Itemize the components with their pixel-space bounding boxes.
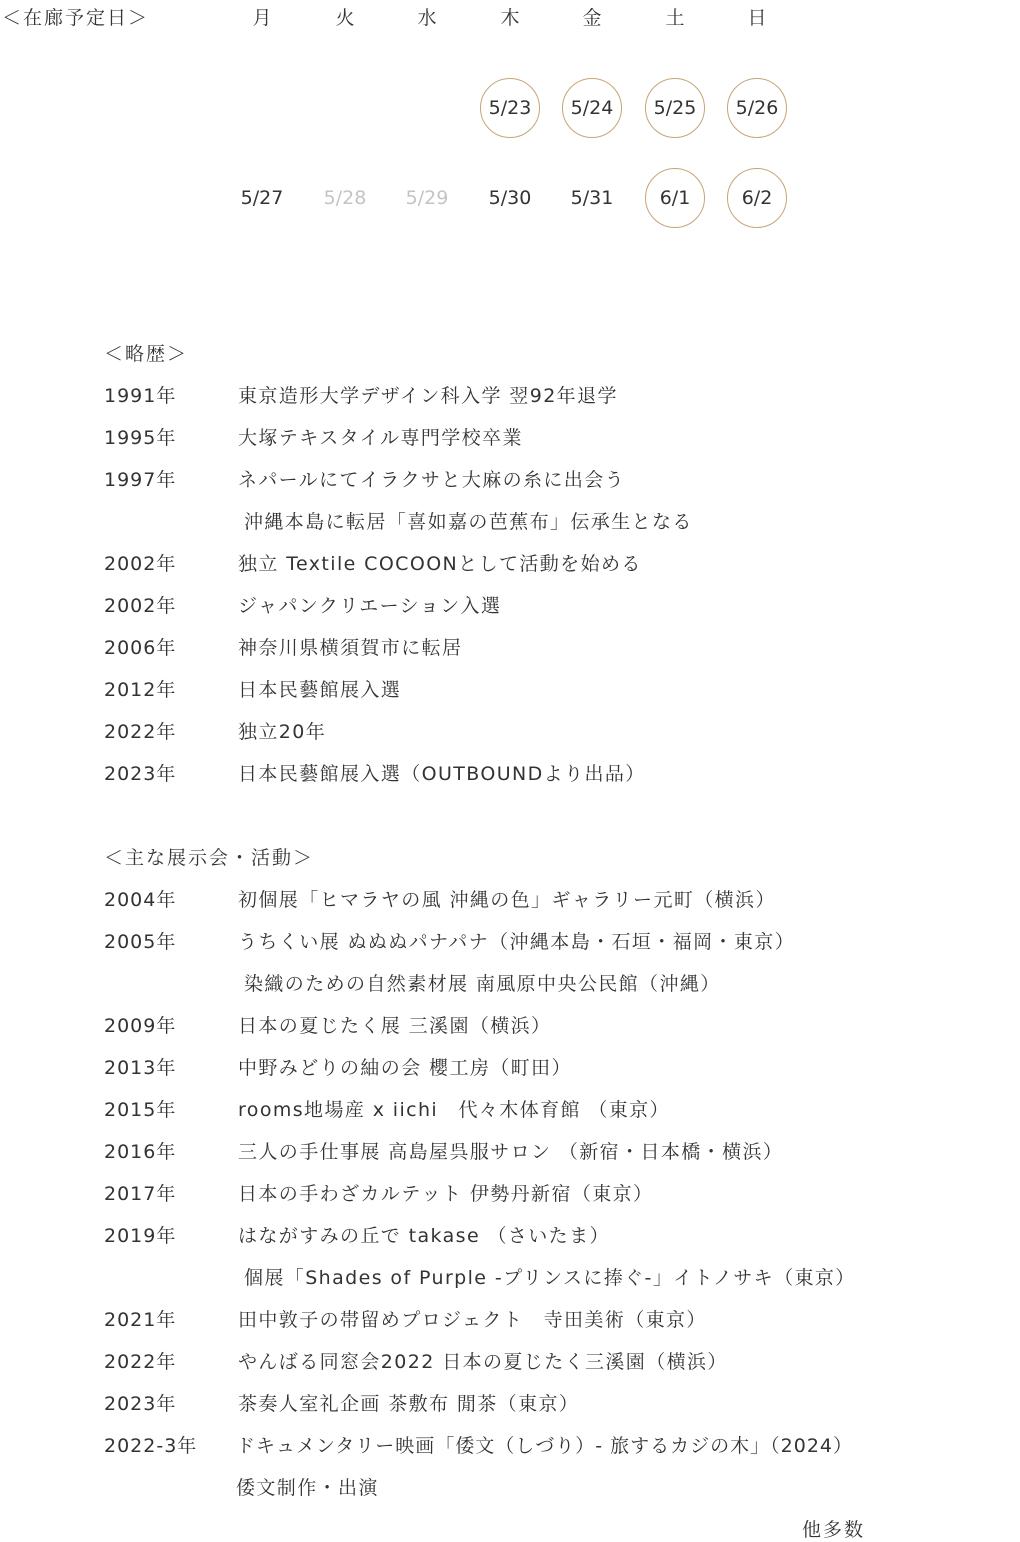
- calendar-date: 5/23: [480, 78, 540, 138]
- row-year: 2023年: [104, 1393, 177, 1415]
- row-text: 個展「Shades of Purple -プリンスに捧ぐ-」イトノサキ（東京）: [244, 1267, 856, 1289]
- calendar-date: 5/24: [562, 78, 622, 138]
- row-year: 2019年: [104, 1225, 177, 1247]
- weekday-tue: 火: [335, 7, 355, 29]
- row-year: 2009年: [104, 1015, 177, 1037]
- row-text: 三人の手仕事展 高島屋呉服サロン （新宿・日本橋・横浜）: [238, 1141, 784, 1163]
- row-text: 東京造形大学デザイン科入学 翌92年退学: [238, 385, 618, 407]
- row-text: 大塚テキスタイル専門学校卒業: [238, 427, 523, 449]
- calendar-date: 5/29: [405, 187, 449, 209]
- row-text: ドキュメンタリー映画「倭文（しづり）- 旅するカジの木」（2024）: [236, 1435, 853, 1457]
- calendar-date: 5/26: [727, 78, 787, 138]
- row-text: 中野みどりの紬の会 櫻工房（町田）: [238, 1057, 572, 1079]
- calendar-date: [232, 78, 292, 138]
- row-year: 2013年: [104, 1057, 177, 1079]
- row-text: 日本民藝館展入選: [238, 679, 402, 701]
- row-text: ジャパンクリエーション入選: [238, 595, 502, 617]
- calendar-date: 5/28: [323, 187, 367, 209]
- calendar-date: 5/25: [645, 78, 705, 138]
- row-text: 日本の夏じたく展 三溪園（横浜）: [238, 1015, 552, 1037]
- row-year: 2002年: [104, 553, 177, 575]
- row-text: 独立20年: [238, 721, 327, 743]
- calendar-date: [397, 78, 457, 138]
- weekday-sat: 土: [665, 7, 685, 29]
- calendar-date: 5/27: [240, 187, 284, 209]
- calendar-date: [315, 78, 375, 138]
- row-text: rooms地場産 x iichi 代々木体育館 （東京）: [238, 1099, 670, 1121]
- row-year: 2012年: [104, 679, 177, 701]
- row-year: 2016年: [104, 1141, 177, 1163]
- weekday-fri: 金: [582, 7, 602, 29]
- row-year: 2017年: [104, 1183, 177, 1205]
- career-heading: ＜略歴＞: [104, 343, 189, 365]
- calendar-date: 5/31: [570, 187, 614, 209]
- row-text: 田中敦子の帯留めプロジェクト 寺田美術（東京）: [238, 1309, 707, 1331]
- row-text: 沖縄本島に転居「喜如嘉の芭蕉布」伝承生となる: [244, 511, 693, 533]
- row-year: 2021年: [104, 1309, 177, 1331]
- row-year: 1997年: [104, 469, 177, 491]
- schedule-title: ＜在廊予定日＞: [2, 7, 150, 29]
- row-year: 2004年: [104, 889, 177, 911]
- row-text: はながすみの丘で takase （さいたま）: [238, 1225, 610, 1247]
- weekday-wed: 水: [417, 7, 437, 29]
- row-text: 日本民藝館展入選（OUTBOUNDより出品）: [238, 763, 646, 785]
- row-text: やんばる同窓会2022 日本の夏じたく三溪園（横浜）: [238, 1351, 728, 1373]
- row-text: ネパールにてイラクサと大麻の糸に出会う: [238, 469, 626, 491]
- row-text: 倭文制作・出演: [236, 1477, 379, 1499]
- weekday-sun: 日: [747, 7, 767, 29]
- row-text: 茶奏人室礼企画 茶敷布 閒茶（東京）: [238, 1393, 580, 1415]
- others-note: 他多数: [802, 1519, 866, 1541]
- row-year: 2005年: [104, 931, 177, 953]
- row-year: 2023年: [104, 763, 177, 785]
- row-year: 2022年: [104, 1351, 177, 1373]
- row-year: 2022年: [104, 721, 177, 743]
- row-text: 神奈川県横須賀市に転居: [238, 637, 463, 659]
- row-text: 日本の手わざカルテット 伊勢丹新宿（東京）: [238, 1183, 654, 1205]
- weekday-thu: 木: [500, 7, 520, 29]
- row-year: 1995年: [104, 427, 177, 449]
- calendar-date: 5/30: [488, 187, 532, 209]
- row-year: 2022-3年: [104, 1435, 198, 1457]
- row-text: 染織のための自然素材展 南風原中央公民館（沖縄）: [244, 973, 721, 995]
- weekday-mon: 月: [252, 7, 272, 29]
- row-year: 1991年: [104, 385, 177, 407]
- row-year: 2002年: [104, 595, 177, 617]
- row-year: 2006年: [104, 637, 177, 659]
- row-text: 独立 Textile COCOONとして活動を始める: [238, 553, 642, 575]
- calendar-date: 6/1: [645, 168, 705, 228]
- calendar-date: 6/2: [727, 168, 787, 228]
- row-text: 初個展「ヒマラヤの風 沖縄の色」ギャラリー元町（横浜）: [238, 889, 776, 911]
- row-year: 2015年: [104, 1099, 177, 1121]
- exhibitions-heading: ＜主な展示会・活動＞: [104, 847, 315, 869]
- row-text: うちくい展 ぬぬぬパナパナ（沖縄本島・石垣・福岡・東京）: [238, 931, 796, 953]
